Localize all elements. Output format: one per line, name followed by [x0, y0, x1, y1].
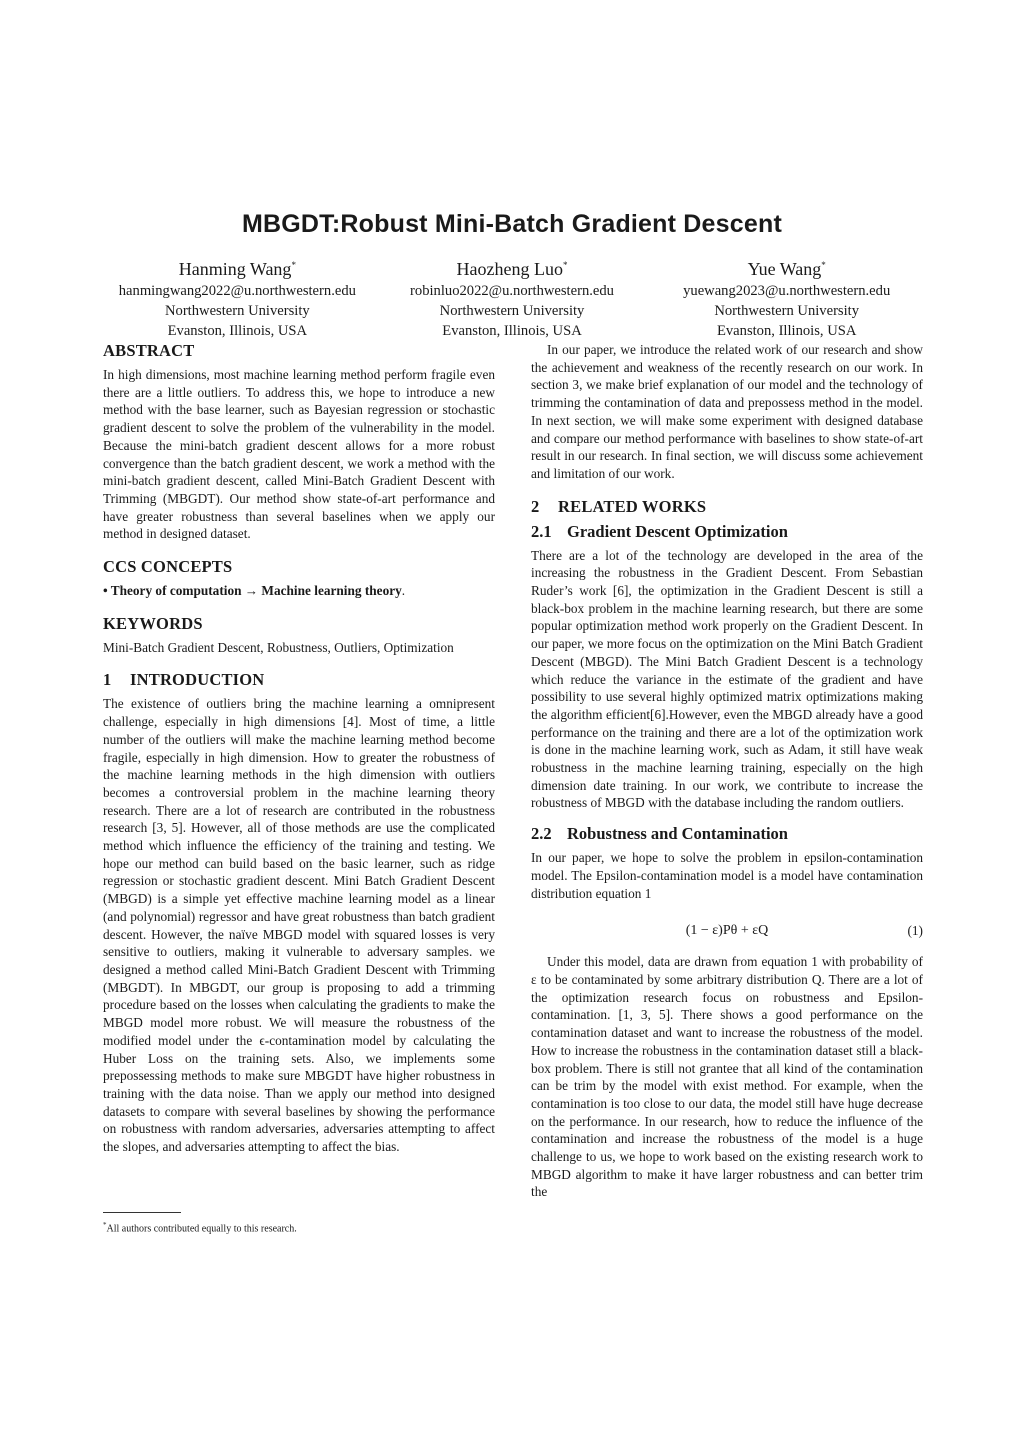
author-block: [100, 253, 924, 341]
related-heading: [531, 497, 923, 517]
footnote-text: All authors contributed equally to this research.: [106, 1223, 297, 1235]
author-email: hanmingwang2022@u.northwestern.edu: [118, 283, 356, 299]
keywords-text: Mini-Batch Gradient Descent, Robustness, Outliers, Optimization: [103, 639, 454, 655]
intro-heading: [103, 670, 495, 690]
author-name: Haozheng Luo: [456, 259, 563, 279]
author-affiliation: Northwestern University: [439, 303, 585, 319]
intro-paragraph-2: In our paper, we introduce the related work of our research and show the achievement and weakness of the recently research on our work. In section 3, we make brief explanation of our model and the technology of trimming the contamination of data and prepossess method in the model. In next section, we will make some experiment with designed database and compare our method performance with baselines to show state-of-art result in our research. In final section, we will discuss some achievement and limitation of our work.: [531, 342, 923, 481]
ccs-heading: CCS CONCEPTS: [103, 557, 233, 577]
subsection-title: Gradient Descent Optimization: [567, 521, 788, 541]
author-mark: *: [821, 260, 826, 270]
keywords-heading: KEYWORDS: [103, 613, 203, 633]
left-column: [103, 341, 495, 1156]
gradient-descent-text: There are a lot of the technology are developed in the area of the increasing the robustness in the Gradient Descent. From Sebastian Ruder’s work [6], the optimization in the Gradient Descent is still a black-box problem in the machine learning research, but there are some popular optimization method work properly on the Gradient Descent. In our paper, we more focus on the optimization on the Mini Batch Gradient Descent (MBGD). The Mini Batch Gradient Descent is a technology which reduce the variance in the estimate of the gradient and have possibility to use several highly optimized matrix optimizations making the algorithm efficient[6].However, even the MBGD already have a good performance on the training and there are a lot of the optimization work is done in the machine learning work, such as Adam, it still have weak robustness in the machine learning training, especially on the high dimension date training. In our work, we contribute to increase the robustness of MBGD with the database including the random outliers.: [531, 547, 923, 811]
author-name: Yue Wang: [747, 259, 822, 279]
abstract-heading: ABSTRACT: [103, 341, 195, 360]
subsection-number: 2.2: [531, 824, 552, 844]
footnote-mark: *: [103, 1221, 107, 1229]
paper-title: MBGDT:Robust Mini-Batch Gradient Descent: [242, 210, 782, 238]
section-title: RELATED WORKS: [558, 496, 707, 516]
contamination-text: In our paper, we hope to solve the problem in epsilon-contamination model. The Epsilon-contamination model is a model have contamination distribution equation 1: [531, 850, 923, 901]
author-2: [375, 253, 650, 341]
author-name: Hanming Wang: [178, 259, 292, 279]
author-email: yuewang2023@u.northwestern.edu: [683, 283, 891, 299]
ccs-text: [103, 582, 495, 600]
abstract-text: In high dimensions, most machine learning method perform fragile even there are a little outliers. To address this, we hope to introduce a new method with the base learner, such as Bayesian regression or stochastic gradient descent to solve the problem of the vulnerability in the model. Because the mini-batch gradient descent allows for a more robust convergence than the batch gradient descent, we work a method with the mini-batch gradient descent, called Mini-Batch Gradient Descent with Trimming (MBGDT). Our method show state-of-art performance and have greater robustness than several baselines when we apply our method in designed dataset.: [103, 367, 495, 542]
author-mark: *: [562, 260, 568, 270]
author-3: [649, 253, 924, 341]
author-location: Evanston, Illinois, USA: [716, 323, 857, 339]
equation-body: (1 − ε)Pθ + εQ: [685, 923, 769, 939]
ccs-concept: • Theory of computation → Machine learning theory: [103, 583, 402, 599]
section-title: INTRODUCTION: [130, 670, 265, 690]
ccs-end: .: [401, 583, 406, 599]
author-1: [100, 253, 375, 341]
author-affiliation: Northwestern University: [714, 303, 860, 319]
subsection-number: 2.1: [531, 521, 552, 541]
footnote: [103, 1212, 495, 1235]
footnote-rule: [103, 1212, 181, 1213]
author-location: Evanston, Illinois, USA: [167, 323, 308, 339]
intro-paragraph-1: The existence of outliers bring the machine learning a omnipresent challenge, especially in high dimensions [4]. Most of time, a little number of the outliers will make the machine learning method become fragile, especially in high dimension. How to greater the robustness of the machine learning methods in the high dimension with outliers becomes a controversial problem in the machine learning theory research. There are a lot of research are contributed in the robustness research [3, 5]. However, all of those methods are use the complicated method which influence the efficiency of the training and testing. We hope our method can build based on the basic learner, such as ridge regression or stochastic gradient descent. Mini Batch Gradient Descent (MBGD) is a simple yet effective machine learning model as a linear (and polynomial) regressor and have great robustness than batch gradient descent. However, the naïve MBGD model with squared losses is very sensitive to outliers, making it vulnerable to adversary samples. we designed a method called Mini-Batch Gradient Descent with Trimming (MBGDT). In MBGDT, our group is proposing to add a trimming procedure based on the losses when calculating the gradients to make the MBGD model more robust. We will measure the robustness of the modified model under the ϵ-contamination model by calculating the Huber Loss on the training sets. Also, we implements some prepossessing methods to make sure MBGDT have higher robustness in training with the data noise. Than we apply our method into designed datasets to compare with several baselines by showing the performance on robustness with random adversaries, adversaries attempting to affect the slopes, and adversaries attempting to affect the bias.: [103, 696, 495, 1155]
subsection-2-1-heading: [531, 522, 923, 542]
equation-1: [531, 911, 923, 951]
equation-number: (1): [907, 923, 923, 939]
subsection-2-2-heading: [531, 824, 923, 844]
right-column: [531, 341, 923, 1201]
author-affiliation: Northwestern University: [164, 303, 310, 319]
section-number: 1: [103, 670, 112, 690]
contamination-text-continued: Under this model, data are drawn from equation 1 with probability of ε to be contaminated by some arbitrary distribution Q. There are a lot of the optimization research focus on robustness and Epsilon-contamination. [1, 3, 5]. There shows a good performance on the contamination dataset and want to increase the robustness of the model. How to increase the robustness in the contamination dataset still a black-box problem. There is still not grantee that all kind of the contamination can be trim by the model with exist method. For example, when the contamination is too close to our data, the model still have huge decrease on the performance. In our research, how to reduce the influence of the contamination and increase the robustness of the model is a huge challenge to us, we hope to work based on the existing research work to MBGD algorithm to make it have larger robustness and can better trim the: [531, 954, 923, 1200]
author-mark: *: [291, 260, 296, 270]
author-email: robinluo2022@u.northwestern.edu: [410, 283, 614, 299]
subsection-title: Robustness and Contamination: [567, 824, 788, 844]
section-number: 2: [531, 496, 540, 516]
author-location: Evanston, Illinois, USA: [442, 323, 582, 339]
